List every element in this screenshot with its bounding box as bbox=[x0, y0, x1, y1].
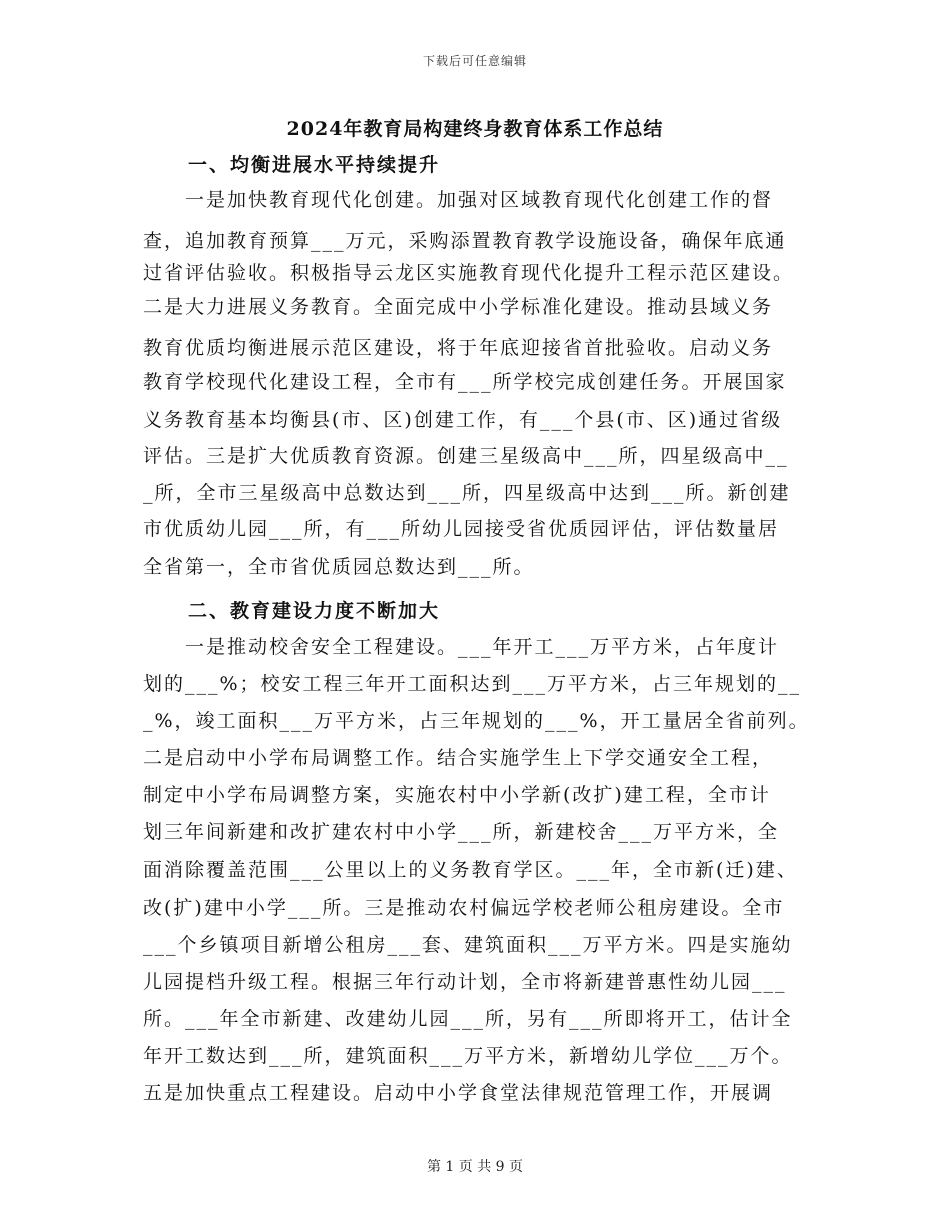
section1-line: 一是加快教育现代化创建。加强对区域教育现代化创建工作的督 bbox=[143, 189, 774, 211]
section1-line: 义务教育基本均衡县(市、区)创建工作，有___个县(市、区)通过省级 bbox=[143, 409, 783, 431]
page-footer: 第 1 页 共 9 页 bbox=[426, 1159, 524, 1175]
section1-line: 查，追加教育预算___万元，采购添置教育教学设施设备，确保年底通 bbox=[143, 230, 787, 252]
section2-line: 二是启动中小学布局调整工作。结合实施学生上下学交通安全工程， bbox=[143, 747, 774, 769]
section2-line: 面消除覆盖范围___公里以上的义务教育学区。___年，全市新(迁)建、 bbox=[143, 859, 798, 881]
section1-heading: 一、均衡进展水平持续提升 bbox=[188, 154, 441, 176]
section2-line: 年开工数达到___所，建筑面积___万平方米，新增幼儿学位___万个。 bbox=[143, 1045, 793, 1067]
section1-line: 二是大力进展义务教育。全面完成中小学标准化建设。推动县域义务 bbox=[143, 296, 774, 318]
section2-line: 儿园提档升级工程。根据三年行动计划，全市将新建普惠性幼儿园___ bbox=[143, 971, 787, 993]
section2-line: _%，竣工面积___万平方米，占三年规划的___%，开工量居全省前列。 bbox=[143, 710, 810, 732]
section2-line: 五是加快重点工程建设。启动中小学食堂法律规范管理工作，开展调 bbox=[143, 1082, 774, 1104]
section2-line: 所。___年全市新建、改建幼儿园___所，另有___所即将开工，估计全 bbox=[143, 1008, 793, 1030]
document-title: 2024年教育局构建终身教育体系工作总结 bbox=[286, 118, 664, 140]
section2-line: 划三年间新建和改扩建农村中小学___所，新建校舍___万平方米，全 bbox=[143, 821, 780, 843]
section1-line: 教育学校现代化建设工程，全市有___所学校完成创建任务。开展国家 bbox=[143, 371, 787, 393]
section2-line: 一是推动校舍安全工程建设。___年开工___万平方米，占年度计 bbox=[143, 636, 780, 658]
section1-line: 过省评估验收。积极指导云龙区实施教育现代化提升工程示范区建设。 bbox=[143, 262, 795, 284]
section2-line: 制定中小学布局调整方案，实施农村中小学新(改扩)建工程，全市计 bbox=[143, 784, 771, 806]
section2-line: ___个乡镇项目新增公租房___套、建筑面积___万平方米。四是实施幼 bbox=[143, 934, 793, 956]
section2-line: 改(扩)建中小学___所。三是推动农村偏远学校老师公租房建设。全市 bbox=[143, 897, 785, 919]
section1-line: _所，全市三星级高中总数达到___所，四星级高中达到___所。新创建 bbox=[143, 482, 791, 504]
section1-line: 教育优质均衡进展示范区建设，将于年底迎接省首批验收。启动义务 bbox=[143, 337, 774, 359]
header-note: 下载后可任意编辑 bbox=[422, 54, 527, 68]
section1-line: 市优质幼儿园___所，有___所幼儿园接受省优质园评估，评估数量居 bbox=[143, 518, 780, 540]
section1-line: 全省第一，全市省优质园总数达到___所。 bbox=[143, 556, 535, 578]
section2-line: 划的___%；校安工程三年开工面积达到___万平方米，占三年规划的__ bbox=[143, 673, 802, 695]
section1-line: 评估。三是扩大优质教育资源。创建三星级高中___所，四星级高中__ bbox=[143, 445, 789, 467]
section2-heading: 二、教育建设力度不断加大 bbox=[188, 600, 441, 622]
